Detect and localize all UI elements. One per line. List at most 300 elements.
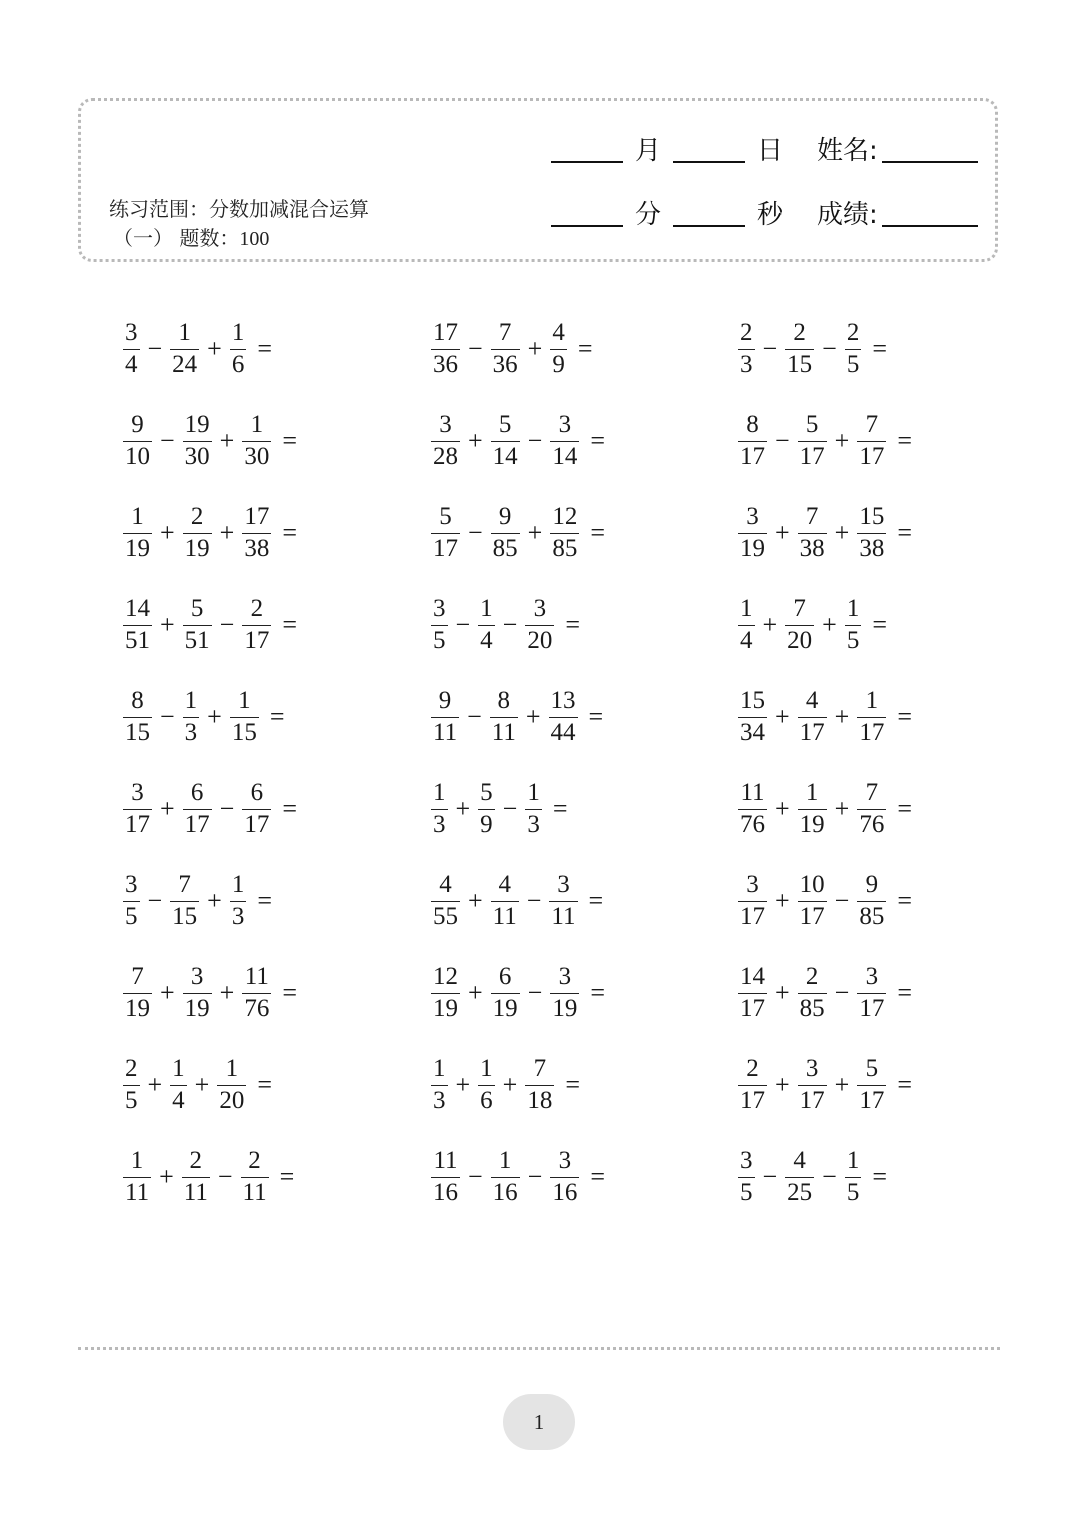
practice-range: 练习范围：分数加减混合运算 — [109, 197, 369, 221]
fraction-bar — [845, 349, 862, 350]
fraction-bar — [857, 809, 886, 810]
problem — [735, 318, 887, 380]
fraction — [431, 1056, 448, 1114]
fraction-bar — [525, 625, 554, 626]
fraction — [123, 504, 152, 562]
equals-sign: = — [588, 702, 604, 731]
second-blank[interactable] — [673, 199, 745, 227]
fraction — [478, 1056, 495, 1114]
fraction-bar — [549, 717, 578, 718]
numerator: 7 — [131, 963, 144, 990]
fraction — [738, 1056, 767, 1114]
denominator: 76 — [244, 995, 270, 1022]
minus-sign: − — [775, 426, 790, 455]
denominator: 85 — [799, 995, 825, 1022]
numerator: 2 — [250, 595, 264, 622]
numerator: 1 — [846, 595, 860, 622]
denominator: 15 — [231, 719, 257, 746]
fraction — [217, 1056, 246, 1114]
denominator: 19 — [125, 535, 150, 562]
plus-sign: + — [834, 426, 850, 455]
fraction — [182, 1148, 210, 1206]
fraction — [738, 412, 767, 470]
minus-sign: − — [527, 1162, 543, 1191]
numerator: 5 — [865, 1055, 879, 1082]
fraction — [491, 320, 520, 378]
fraction — [549, 872, 577, 930]
problem — [120, 502, 297, 564]
fraction — [738, 780, 767, 838]
numerator: 2 — [793, 319, 806, 346]
numerator: 3 — [125, 871, 138, 898]
numerator: 7 — [793, 595, 806, 622]
minus-sign: − — [526, 886, 542, 915]
denominator: 24 — [172, 351, 198, 378]
numerator: 17 — [433, 319, 458, 346]
problem — [120, 318, 272, 380]
fraction — [785, 596, 814, 654]
problem-row — [120, 1146, 1000, 1208]
denominator: 44 — [550, 719, 576, 746]
problem — [428, 410, 605, 472]
plus-sign: + — [159, 1162, 174, 1191]
numerator: 15 — [740, 687, 765, 714]
fraction-bar — [738, 1177, 755, 1178]
minus-sign: − — [160, 702, 175, 731]
fraction-bar — [431, 993, 460, 994]
numerator: 7 — [178, 871, 191, 898]
month-blank[interactable] — [551, 135, 623, 163]
fraction — [431, 596, 448, 654]
fraction — [242, 412, 271, 470]
denominator: 17 — [433, 535, 458, 562]
fraction — [738, 596, 755, 654]
equals-sign: = — [257, 886, 273, 915]
denominator: 11 — [242, 1179, 267, 1206]
plus-sign: + — [455, 794, 471, 823]
equals-sign: = — [872, 334, 888, 363]
numerator: 12 — [433, 963, 458, 990]
name-blank[interactable] — [882, 135, 978, 163]
denominator: 6 — [231, 351, 245, 378]
score-label: 成绩: — [817, 200, 878, 230]
numerator: 12 — [552, 503, 578, 530]
denominator: 9 — [552, 351, 565, 378]
problem-row — [120, 686, 1000, 748]
fraction-bar — [431, 625, 448, 626]
fraction — [230, 688, 259, 746]
denominator: 17 — [244, 811, 270, 838]
fraction-bar — [491, 441, 520, 442]
numerator: 6 — [498, 963, 512, 990]
fraction — [170, 1056, 187, 1114]
numerator: 3 — [131, 779, 144, 806]
fraction-bar — [431, 441, 460, 442]
denominator: 17 — [184, 811, 210, 838]
numerator: 8 — [497, 687, 511, 714]
numerator: 3 — [865, 963, 879, 990]
fraction — [491, 1148, 520, 1206]
footer-divider — [78, 1347, 1000, 1350]
fraction — [738, 964, 767, 1022]
fraction-bar — [738, 1085, 767, 1086]
denominator: 55 — [433, 903, 458, 930]
minus-sign: − — [147, 886, 163, 915]
fraction-bar — [123, 1177, 151, 1178]
numerator: 3 — [746, 871, 759, 898]
fraction-bar — [738, 993, 767, 994]
denominator: 38 — [799, 535, 825, 562]
fraction-bar — [123, 809, 152, 810]
fraction — [491, 504, 520, 562]
problem — [735, 686, 912, 748]
numerator: 3 — [558, 963, 572, 990]
fraction-bar — [170, 349, 199, 350]
fraction — [123, 596, 152, 654]
minus-sign: − — [527, 978, 543, 1007]
fraction — [491, 872, 519, 930]
problem-row — [120, 594, 1000, 656]
fraction — [230, 872, 247, 930]
fraction — [857, 780, 886, 838]
denominator: 15 — [125, 719, 150, 746]
numerator: 2 — [248, 1147, 261, 1174]
fraction — [431, 780, 448, 838]
fraction — [798, 964, 827, 1022]
problem — [428, 962, 605, 1024]
fraction — [183, 964, 212, 1022]
problem-row — [120, 410, 1000, 472]
denominator: 16 — [492, 1179, 518, 1206]
denominator: 19 — [184, 995, 210, 1022]
denominator: 17 — [799, 443, 825, 470]
denominator: 17 — [859, 1087, 885, 1114]
fraction-bar — [123, 901, 140, 902]
plus-sign: + — [527, 334, 543, 363]
fraction-bar — [478, 809, 495, 810]
problem — [120, 594, 297, 656]
minus-sign: − — [822, 1162, 837, 1191]
problem — [428, 1146, 605, 1208]
numerator: 2 — [746, 1055, 759, 1082]
plus-sign: + — [834, 794, 850, 823]
equals-sign: = — [282, 518, 298, 547]
fraction-bar — [123, 1085, 140, 1086]
numerator: 8 — [746, 411, 759, 438]
numerator: 10 — [799, 871, 825, 898]
minus-sign: − — [502, 610, 518, 639]
problem-row — [120, 318, 1000, 380]
plus-sign: + — [525, 702, 541, 731]
denominator: 17 — [859, 443, 885, 470]
numerator: 9 — [498, 503, 512, 530]
equals-sign: = — [552, 794, 568, 823]
fraction — [525, 1056, 554, 1114]
denominator: 36 — [492, 351, 518, 378]
numerator: 5 — [480, 779, 493, 806]
numerator: 6 — [250, 779, 264, 806]
fraction-bar — [550, 441, 579, 442]
equals-sign: = — [590, 978, 606, 1007]
numerator: 4 — [439, 871, 452, 898]
fraction-bar — [431, 901, 460, 902]
denominator: 85 — [552, 535, 578, 562]
problem — [120, 410, 297, 472]
practice-subtitle — [113, 222, 269, 251]
denominator: 19 — [184, 535, 210, 562]
fraction — [123, 964, 152, 1022]
denominator: 76 — [859, 811, 885, 838]
denominator: 38 — [244, 535, 270, 562]
denominator: 11 — [491, 719, 516, 746]
fraction — [230, 320, 247, 378]
denominator: 14 — [552, 443, 578, 470]
fraction-bar — [798, 717, 827, 718]
day-blank[interactable] — [673, 135, 745, 163]
minute-blank[interactable] — [551, 199, 623, 227]
numerator: 3 — [746, 503, 759, 530]
worksheet-header — [78, 98, 998, 262]
fraction — [550, 504, 579, 562]
problem-row — [120, 870, 1000, 932]
numerator: 2 — [805, 963, 819, 990]
denominator: 3 — [527, 811, 540, 838]
minus-sign: − — [219, 794, 235, 823]
fraction-bar — [242, 625, 271, 626]
fraction-bar — [738, 625, 755, 626]
denominator: 17 — [740, 443, 765, 470]
numerator: 2 — [740, 319, 753, 346]
numerator: 7 — [865, 779, 879, 806]
fraction-bar — [491, 533, 520, 534]
denominator: 76 — [740, 811, 765, 838]
plus-sign: + — [207, 886, 222, 915]
numerator: 5 — [190, 595, 204, 622]
denominator: 17 — [740, 903, 765, 930]
denominator: 17 — [244, 627, 270, 654]
problem — [428, 778, 568, 840]
minus-sign: − — [468, 1162, 483, 1191]
numerator: 4 — [552, 319, 565, 346]
fraction — [123, 872, 140, 930]
fraction-bar — [798, 533, 827, 534]
numerator: 7 — [533, 1055, 547, 1082]
numerator: 1 — [433, 779, 446, 806]
denominator: 17 — [859, 719, 885, 746]
plus-sign: + — [775, 518, 790, 547]
fraction — [550, 1148, 579, 1206]
equals-sign: = — [897, 1070, 913, 1099]
problem — [735, 1054, 912, 1116]
plus-sign: + — [762, 610, 778, 639]
equals-sign: = — [282, 426, 298, 455]
problem — [120, 778, 297, 840]
numerator: 3 — [740, 1147, 753, 1174]
plus-sign: + — [207, 334, 222, 363]
score-blank[interactable] — [882, 199, 978, 227]
denominator: 18 — [527, 1087, 553, 1114]
numerator: 17 — [244, 503, 270, 530]
equals-sign: = — [257, 1070, 273, 1099]
denominator: 4 — [480, 627, 493, 654]
fraction — [550, 964, 579, 1022]
denominator: 20 — [527, 627, 553, 654]
fraction-bar — [431, 809, 448, 810]
fraction — [525, 596, 554, 654]
denominator: 9 — [480, 811, 493, 838]
numerator: 14 — [125, 595, 150, 622]
denominator: 11 — [492, 903, 517, 930]
denominator: 5 — [846, 351, 860, 378]
denominator: 3 — [184, 719, 198, 746]
page-number: 1 — [503, 1394, 575, 1450]
fraction — [738, 504, 767, 562]
denominator: 19 — [433, 995, 458, 1022]
problem — [428, 502, 605, 564]
plus-sign: + — [219, 978, 235, 1007]
equals-sign: = — [897, 426, 913, 455]
problem — [428, 318, 593, 380]
fraction-bar — [550, 993, 579, 994]
fraction — [183, 688, 200, 746]
fraction — [798, 872, 827, 930]
denominator: 11 — [433, 719, 458, 746]
denominator: 85 — [859, 903, 885, 930]
fraction-bar — [738, 901, 767, 902]
plus-sign: + — [775, 886, 790, 915]
fraction-bar — [183, 993, 212, 994]
numerator: 5 — [805, 411, 819, 438]
numerator: 1 — [225, 1055, 239, 1082]
fraction — [170, 320, 199, 378]
numerator: 1 — [865, 687, 879, 714]
denominator: 19 — [125, 995, 150, 1022]
fraction — [431, 688, 459, 746]
fraction — [123, 1148, 151, 1206]
fraction — [431, 412, 460, 470]
numerator: 7 — [805, 503, 819, 530]
denominator: 20 — [787, 627, 813, 654]
problem — [428, 594, 580, 656]
equals-sign: = — [897, 978, 913, 1007]
fraction-bar — [550, 349, 567, 350]
numerator: 3 — [433, 595, 446, 622]
fraction — [183, 780, 212, 838]
fraction-bar — [123, 625, 152, 626]
month-label: 月 — [635, 136, 662, 166]
fraction-bar — [845, 1177, 862, 1178]
denominator: 34 — [740, 719, 765, 746]
fraction — [242, 596, 271, 654]
minus-sign: − — [822, 334, 837, 363]
numerator: 3 — [439, 411, 452, 438]
plus-sign: + — [219, 426, 235, 455]
minus-sign: − — [834, 886, 850, 915]
minus-sign: − — [468, 518, 483, 547]
plus-sign: + — [822, 610, 837, 639]
numerator: 6 — [190, 779, 204, 806]
day-label: 日 — [757, 136, 784, 166]
problem — [428, 1054, 580, 1116]
equals-sign: = — [279, 1162, 295, 1191]
plus-sign: + — [468, 978, 483, 1007]
fraction — [550, 320, 567, 378]
equals-sign: = — [872, 610, 888, 639]
denominator: 20 — [219, 1087, 245, 1114]
denominator: 17 — [859, 995, 885, 1022]
fraction-bar — [182, 1177, 210, 1178]
denominator: 17 — [799, 1087, 825, 1114]
fraction — [242, 780, 271, 838]
problem — [735, 870, 912, 932]
problem — [120, 1146, 294, 1208]
minus-sign: − — [147, 334, 163, 363]
problem-row — [120, 778, 1000, 840]
minus-sign: − — [217, 1162, 233, 1191]
denominator: 5 — [846, 1179, 860, 1206]
fraction-bar — [217, 1085, 246, 1086]
plus-sign: + — [834, 1070, 850, 1099]
numerator: 1 — [740, 595, 753, 622]
denominator: 3 — [740, 351, 753, 378]
problem — [735, 1146, 887, 1208]
fraction — [845, 320, 862, 378]
plus-sign: + — [160, 610, 175, 639]
fraction — [785, 320, 814, 378]
denominator: 11 — [125, 1179, 150, 1206]
numerator: 1 — [178, 319, 191, 346]
numerator: 14 — [740, 963, 765, 990]
denominator: 17 — [799, 903, 825, 930]
numerator: 3 — [557, 871, 570, 898]
problem-row — [120, 962, 1000, 1024]
fraction-bar — [785, 349, 814, 350]
problem — [735, 410, 912, 472]
minus-sign: − — [527, 426, 543, 455]
numerator: 9 — [131, 411, 144, 438]
plus-sign: + — [775, 978, 790, 1007]
numerator: 7 — [498, 319, 512, 346]
fraction-bar — [798, 809, 827, 810]
numerator: 3 — [558, 411, 572, 438]
numerator: 4 — [793, 1147, 806, 1174]
minus-sign: − — [467, 702, 482, 731]
fraction-bar — [738, 533, 767, 534]
fraction-bar — [123, 533, 152, 534]
numerator: 1 — [184, 687, 198, 714]
plus-sign: + — [775, 702, 790, 731]
equals-sign: = — [897, 794, 913, 823]
fraction-bar — [123, 993, 152, 994]
date-name-row — [551, 135, 978, 167]
fraction-bar — [798, 441, 827, 442]
subtitle-prefix: （一） 题数： — [113, 226, 240, 250]
plus-sign: + — [160, 978, 175, 1007]
denominator: 17 — [125, 811, 150, 838]
fraction — [857, 412, 886, 470]
problem — [735, 962, 912, 1024]
numerator: 1 — [480, 595, 493, 622]
equals-sign: = — [588, 886, 604, 915]
minus-sign: − — [468, 334, 483, 363]
denominator: 15 — [172, 903, 198, 930]
plus-sign: + — [219, 518, 235, 547]
fraction-bar — [491, 993, 520, 994]
fraction-bar — [478, 625, 495, 626]
fraction — [798, 412, 827, 470]
fraction — [123, 1056, 140, 1114]
plus-sign: + — [455, 1070, 471, 1099]
